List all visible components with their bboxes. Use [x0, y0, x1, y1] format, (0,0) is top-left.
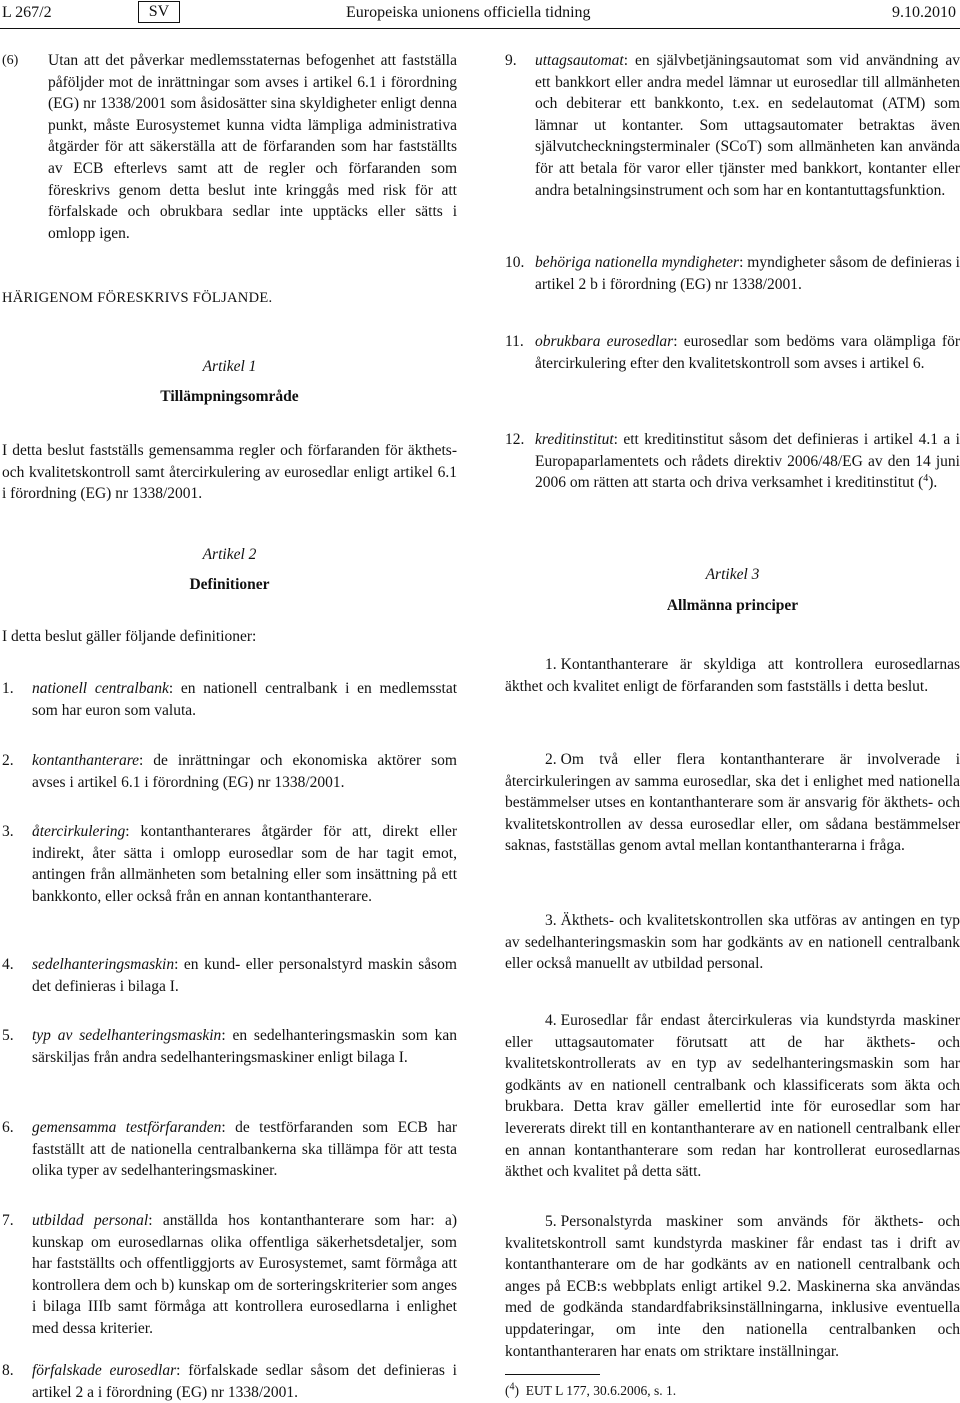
definition-term: gemensamma testförfaranden — [32, 1119, 222, 1136]
article-3-label: Artikel 3 — [705, 566, 760, 583]
definition-text: : de inrättningar och ekonomiska aktörer som avses i artikel 6.1 i förordning (EG) nr 1338/2001. — [32, 752, 457, 791]
definition-item — [2, 1360, 457, 1403]
definition-term: behöriga nationella myndigheter — [535, 254, 740, 271]
definition-number: 5. — [2, 1027, 14, 1044]
definition-number: 12. — [505, 431, 525, 448]
paragraph-number: 4. — [545, 1012, 557, 1029]
definition-text: : eurosedlar som bedöms vara olämpliga för återcirkulering efter den kvalitetskontroll som avses i artikel 6. — [535, 333, 960, 372]
footnote-number: 4 — [509, 1381, 515, 1393]
paragraph-text: Eurosedlar får endast återcirkuleras via kundstyrda maskiner eller uttagsautomater förutsatt att de har äkthets- och kvalitetskontrollerats av en typ av sedelhanteringsmaskin som har godkänts av en nationell centralbank och klassificerats som äkta och brukbara. Detta krav gäller emellertid inte för eurosedlar som har levererats direkt till en kontanthanterare av en nationell centralbank eller en annan kontanthanterare som redan har kontrollerat eurosedlarnas äkthet och kvalitet på detta sätt. — [505, 1012, 960, 1181]
definition-number: 1. — [2, 680, 14, 697]
definition-item — [2, 821, 457, 907]
definition-term: förfalskade eurosedlar — [32, 1362, 177, 1379]
header-rule — [0, 28, 960, 29]
language-badge: SV — [138, 1, 180, 23]
article-3-paragraph — [505, 1211, 960, 1362]
definition-item — [505, 252, 960, 295]
definition-term: utbildad personal — [32, 1212, 149, 1229]
definition-text: : de testförfaranden som ECB har fastställt att de nationella centralbankerna ska tillämpa för att testa olika typer av sedelhanteringsmaskiner. — [32, 1119, 457, 1180]
definition-term: återcirkulering — [32, 823, 126, 840]
paragraph-text: Om två eller flera kontanthanterare är involverade i återcirkuleringen av samma eurosedlar, ska det i enlighet med nationella bestämmelser utses en kontanthanterare som är ansvarig för äkthets- och kvalitetskontrollen av dessa eurosedlar eller, om sådana bestämmelser saknas, fastställas genom avtal mellan kontanthanterarna i fråga. — [505, 751, 960, 855]
page-reference: L 267/2 — [2, 4, 52, 21]
definition-number: 6. — [2, 1119, 14, 1136]
definition-term: sedelhanteringsmaskin — [32, 956, 175, 973]
footnote-reference[interactable]: 4 — [923, 473, 929, 485]
definition-text: : en sedelhanteringsmaskin som kan särskiljas från andra sedelhanteringsmaskiner enligt bilaga I. — [32, 1027, 457, 1066]
recital-text: Utan att det påverkar medlemsstaternas befogenhet att fastställa påföljder mot de inrättningar som avses i artikel 6.1 i förordning (EG) nr 1338/2001 som åsidosätter sina skyldigheter enligt denna punkt, måste Eurosystemet kunna vidta lämpliga administrativa åtgärder för att säkerställa att de förfaranden som har fastställts av ECB efterlevs samt att de regler och förfaranden som föreskrivs genom detta beslut inte kringgås med risk för att förfalskade och obrukbara sedlar inte upptäcks eller sätts i omlopp igen. — [48, 52, 457, 242]
article-1-label: Artikel 1 — [202, 358, 257, 375]
definition-term: kontanthanterare — [32, 752, 140, 769]
definition-text: : en självbetjäningsautomat som vid användning av ett bankkort eller andra medel lämnar ut eurosedlar till allmänheten och debiterar ett bankkonto, t.ex. en sedelautomat (ATM) som lämnar ut kontanter. Som uttagsautomater betraktas även självutcheckningsterminaler (SCoT) som allmänheten kan använda för att betala för varor eller tjänster med bankkort, kontanter eller andra betalningsinstrument och som har en kontantuttagsfunktion. — [535, 52, 960, 199]
definition-term: nationell centralbank — [32, 680, 169, 697]
article-3-paragraph — [505, 910, 960, 975]
definition-item — [505, 50, 960, 201]
paragraph-number: 2. — [545, 751, 557, 768]
definition-number: 8. — [2, 1362, 14, 1379]
definition-item — [2, 678, 457, 721]
definition-item — [2, 750, 457, 793]
article-2-label: Artikel 2 — [202, 546, 257, 563]
definition-number: 10. — [505, 254, 525, 271]
footnote-rule — [505, 1374, 600, 1375]
definition-term: kreditinstitut — [535, 431, 614, 448]
definition-item — [2, 1025, 457, 1068]
definition-number: 7. — [2, 1212, 14, 1229]
definition-text: : en nationell centralbank i en medlemsstat som har euron som valuta. — [32, 680, 458, 719]
definition-number: 11. — [505, 333, 524, 350]
paragraph-number: 5. — [545, 1213, 557, 1230]
paragraph-text: Personalstyrda maskiner som används för äkthets- och kvalitetskontroll samt kundstyrda maskiner får endast tas i drift av kontanthanterare om de har godkänts av en nationell centralbank och anges på ECB:s webbplats enligt artikel 9.2. Maskinerna ska användas med de godkända standardfabriksinställningarna, inklusive eventuella uppdateringar, om inte den nationella centralbanken och kontanthanteraren har enats om striktare inställningar. — [505, 1213, 960, 1360]
definition-item — [2, 1117, 457, 1182]
definition-text: : myndigheter såsom de definieras i artikel 2 b i förordning (EG) nr 1338/2001. — [535, 254, 960, 293]
article-3-paragraph — [505, 654, 960, 697]
definition-term: uttagsautomat — [535, 52, 624, 69]
recital-6 — [2, 50, 457, 244]
definition-number: 2. — [2, 752, 14, 769]
definition-text: : förfalskade sedlar såsom det definieras i artikel 2 a i förordning (EG) nr 1338/2001. — [32, 1362, 457, 1401]
definition-text: : en kund- eller personalstyrd maskin såsom det definieras i bilaga I. — [32, 956, 457, 995]
article-1-text: I detta beslut fastställs gemensamma regler och förfaranden för äkthets- och kvalitetskontroll samt återcirkulering av eurosedlar enligt artikel 6.1 i förordning (EG) nr 1338/2001. — [2, 442, 457, 503]
definition-term: typ av sedelhanteringsmaskin — [32, 1027, 222, 1044]
paragraph-text: Kontanthanterare är skyldiga att kontrollera eurosedlarnas äkthet och kvalitet enligt de förfaranden som fastställs i detta beslut. — [505, 656, 960, 695]
definition-item — [2, 954, 457, 997]
paragraph-number: 1. — [545, 656, 557, 673]
definition-number: 3. — [2, 823, 14, 840]
definition-item — [505, 331, 960, 374]
definition-number: 4. — [2, 956, 14, 973]
definition-text: : kontanthanterares åtgärder för att, direkt eller indirekt, åter sätta i omlopp eurosedlar som de har tagit emot, antingen från allmänheten som betalning eller som insättning på ett bankkonto, eller också från en annan kontanthanterare. — [32, 823, 457, 905]
article-2-intro: I detta beslut gäller följande definitioner: — [2, 628, 257, 645]
footnote: ($^4$) EUT L 177, 30.6.2006, s. 1. — [505, 1381, 677, 1398]
article-1-heading: Tillämpningsområde — [160, 388, 299, 405]
definition-text: : anställda hos kontanthanterare som har: a) kunskap om eurosedlarnas olika offentliga säkerhetsdetaljer, som har fastställts och offentliggjorts av Eurosystemet, samt förmåga att kontrollera dem och b) kunskap om de sorteringskriterier som anges i bilaga IIIb samt förmåga att kontrollera eurosedlarna i enlighet med dessa kriterier. — [32, 1212, 458, 1337]
paragraph-text: Äkthets- och kvalitetskontrollen ska utföras av antingen en typ av sedelhanteringsmaskin som har godkänts av en nationell centralbank eller också manuellt av utbildad personal. — [505, 912, 960, 973]
definition-text: : ett kreditinstitut såsom det definieras i artikel 4.1 a i Europaparlamentets och rådets direktiv 2006/48/EG av den 14 juni 2006 om rätten att starta och driva verksamhet i kreditinstitut ( — [535, 431, 960, 492]
definition-term: obrukbara eurosedlar — [535, 333, 674, 350]
article-3-paragraph — [505, 749, 960, 857]
definition-text-tail: ). — [928, 474, 938, 492]
recital-number: (6) — [2, 53, 19, 68]
paragraph-number: 3. — [545, 912, 557, 929]
enacting-formula: HÄRIGENOM FÖRESKRIVS FÖLJANDE. — [2, 290, 273, 306]
definition-item — [2, 1210, 457, 1340]
footnote-text: EUT L 177, 30.6.2006, s. 1. — [525, 1383, 677, 1398]
definition-item — [505, 429, 960, 494]
article-2-heading: Definitioner — [189, 576, 270, 593]
article-3-paragraph — [505, 1010, 960, 1183]
article-3-heading: Allmänna principer — [666, 597, 799, 614]
publication-date: 9.10.2010 — [892, 4, 956, 21]
journal-title: Europeiska unionens officiella tidning — [346, 4, 591, 21]
definition-number: 9. — [505, 52, 517, 69]
